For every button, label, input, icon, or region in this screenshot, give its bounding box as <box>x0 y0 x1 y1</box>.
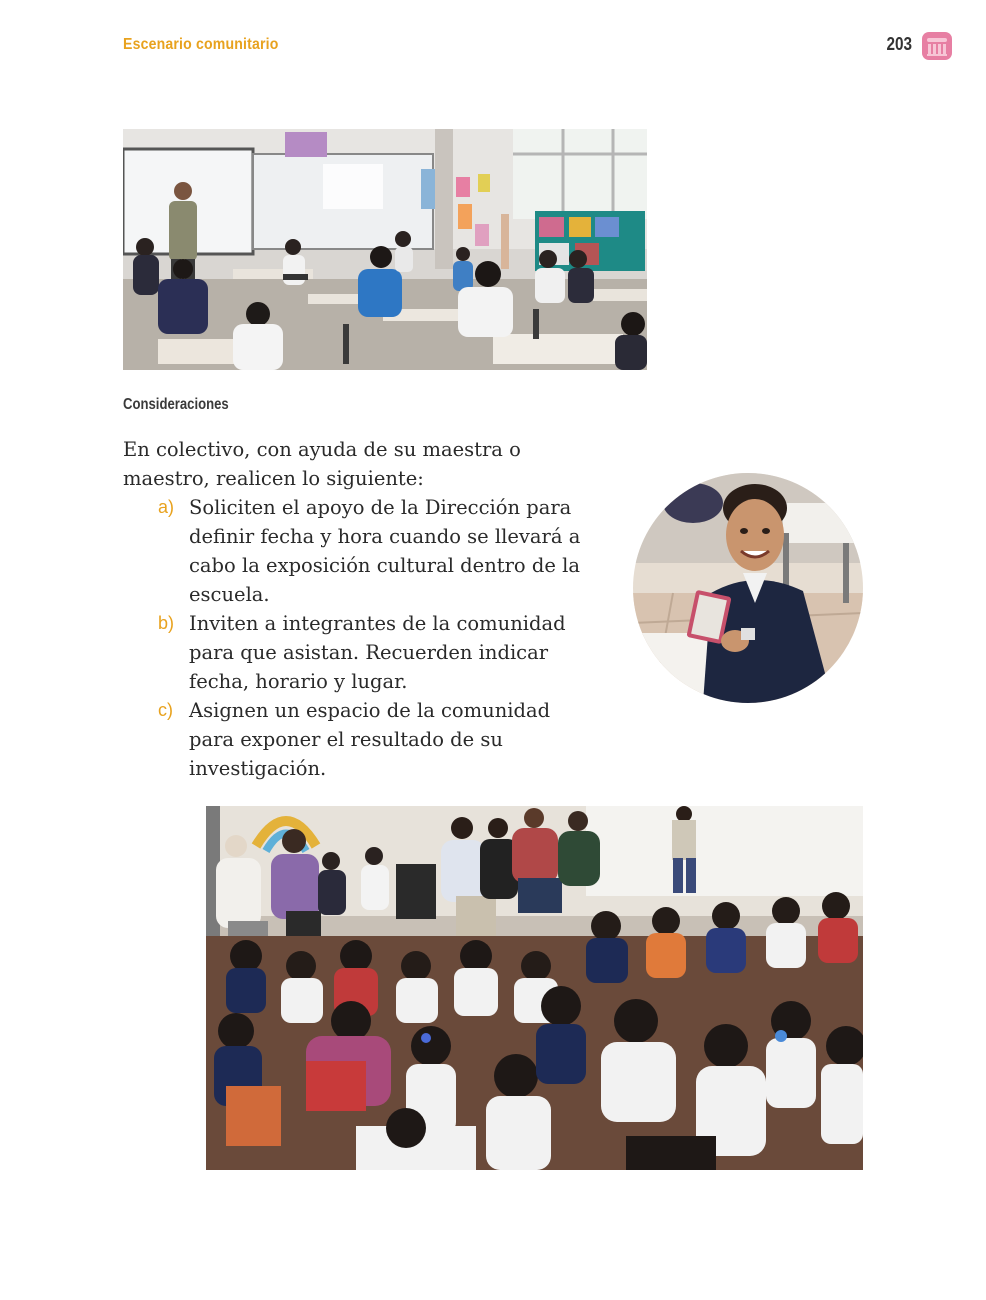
list-marker: c) <box>158 700 173 720</box>
considerations-list <box>158 493 588 783</box>
list-item-text: Asignen un espacio de la comunidad para exponer el resultado de su investigación. <box>189 699 551 780</box>
list-item <box>158 493 588 609</box>
list-item-text: Inviten a integrantes de la comunidad para que asistan. Recuerden indicar fecha, horario y lugar. <box>189 612 566 693</box>
list-item-text: Soliciten el apoyo de la Dirección para definir fecha y hora cuando se llevará a cabo la exposición cultural dentro de la escuela. <box>189 496 581 606</box>
list-item <box>158 609 588 696</box>
student-portrait-photo <box>633 473 863 703</box>
list-marker: a) <box>158 497 175 517</box>
list-item <box>158 696 588 783</box>
page-number: 203 <box>886 34 912 54</box>
considerations-title: Consideraciones <box>123 396 229 413</box>
community-audience-photo <box>206 806 863 1170</box>
community-glyph-icon <box>922 32 952 60</box>
considerations-intro: En colectivo, con ayuda de su maestra o maestro, realicen lo siguiente: <box>123 438 521 490</box>
section-title: Escenario comunitario <box>123 36 279 53</box>
classroom-photo <box>123 129 647 370</box>
list-marker: b) <box>158 613 175 633</box>
